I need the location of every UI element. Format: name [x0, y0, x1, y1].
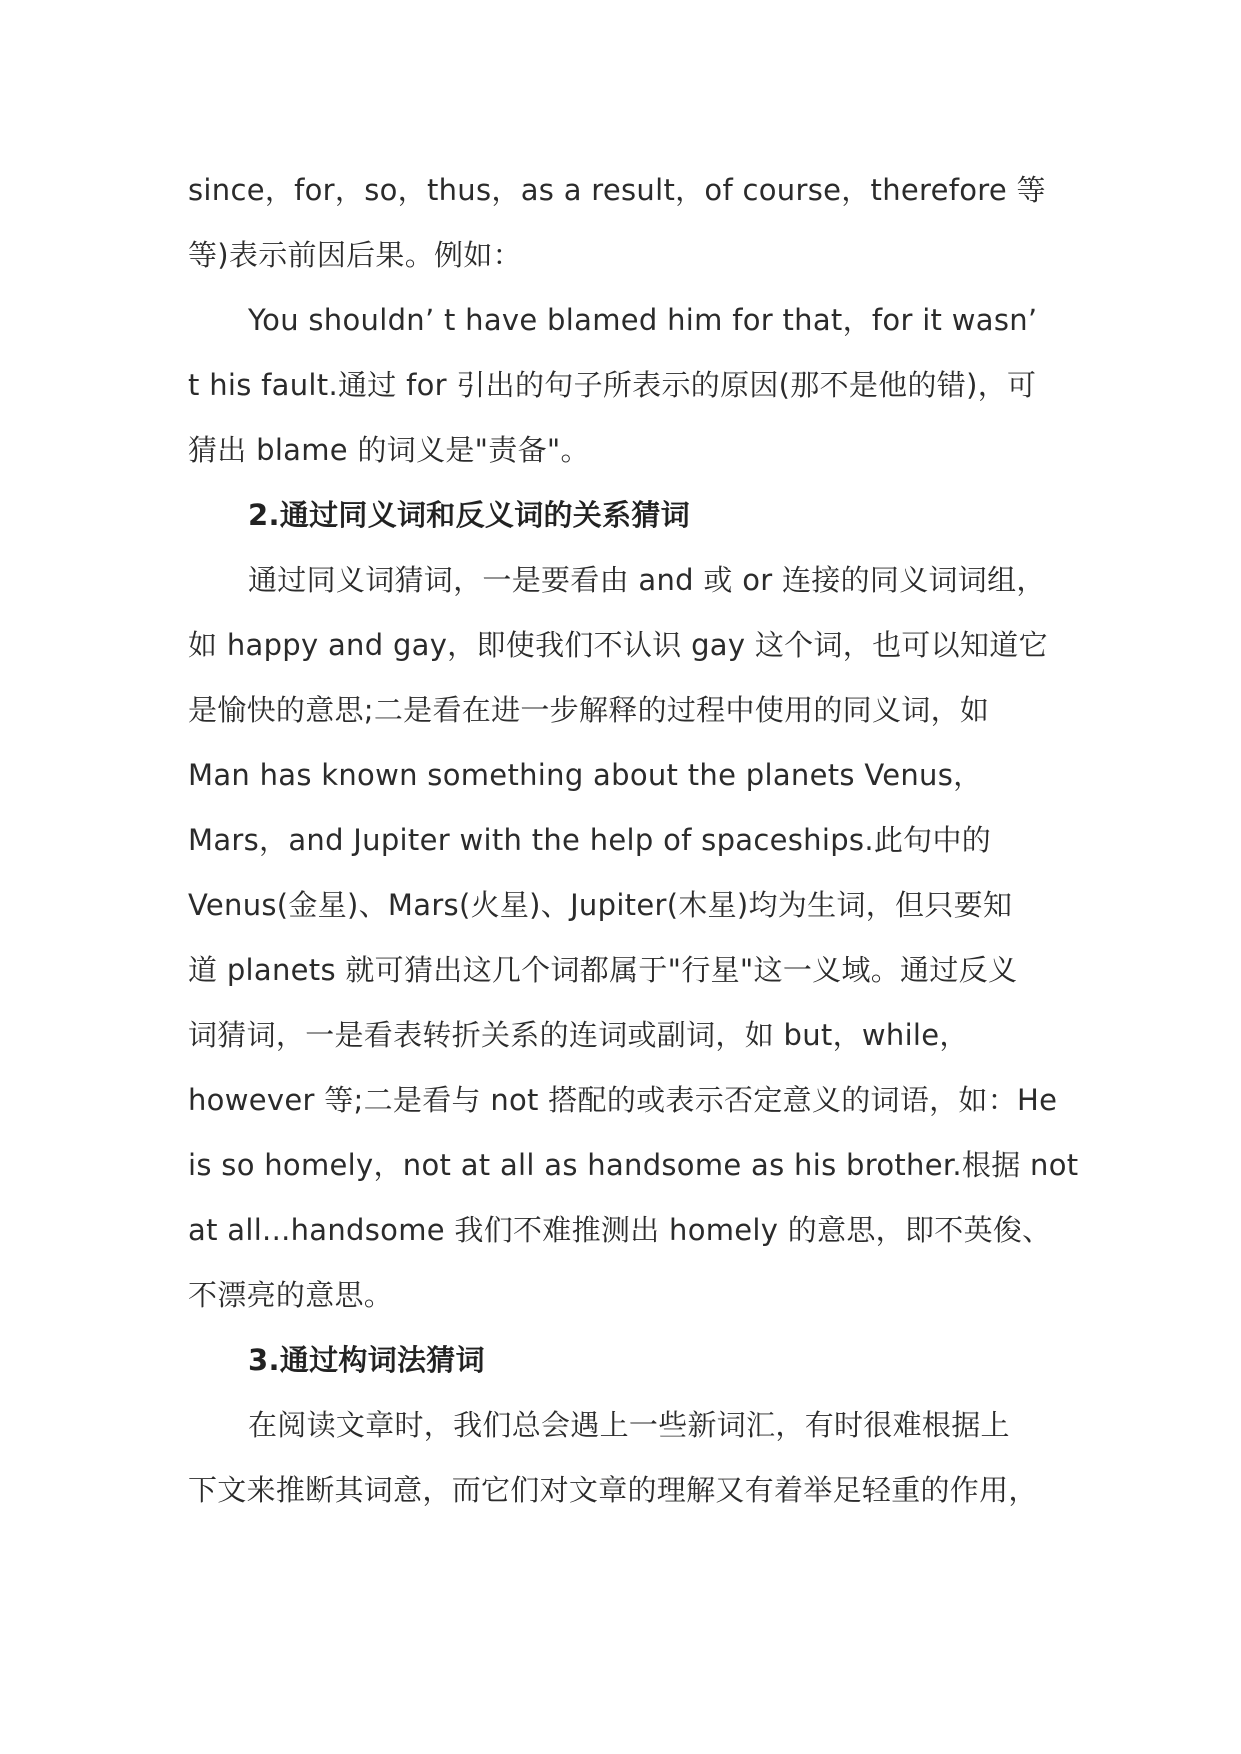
example-paragraph — [188, 288, 1088, 483]
section-2-heading: 2.通过同义词和反义词的关系猜词 — [248, 498, 690, 532]
text-line: 在阅读文章时，我们总会遇上一些新词汇，有时很难根据上 — [248, 1408, 1010, 1442]
text-line: is so homely，not at all as handsome as his brother.根据 not — [188, 1148, 1079, 1182]
text-line: 词猜词，一是看表转折关系的连词或副词，如 but，while， — [188, 1018, 969, 1052]
text-line: Venus(金星)、Mars(火星)、Jupiter(木星)均为生词，但只要知 — [188, 888, 1013, 922]
text-line: Man has known something about the planets Venus， — [188, 758, 983, 792]
text-line: 等)表示前因后果。例如： — [188, 238, 522, 272]
text-line: however 等;二是看与 not 搭配的或表示否定意义的词语，如：He — [188, 1083, 1058, 1117]
text-line: t his fault.通过 for 引出的句子所表示的原因(那不是他的错)，可 — [188, 368, 1037, 402]
text-line: You shouldn’ t have blamed him for that，for it wasn’ — [248, 303, 1038, 337]
section-3-paragraph — [188, 1393, 1088, 1523]
text-line: at all...handsome 我们不难推测出 homely 的意思，即不英俊、 — [188, 1213, 1052, 1247]
section-3-heading: 3.通过构词法猜词 — [248, 1343, 485, 1377]
text-line: 下文来推断其词意，而它们对文章的理解又有着举足轻重的作用， — [188, 1473, 1038, 1507]
text-line: Mars，and Jupiter with the help of spaceships.此句中的 — [188, 823, 992, 857]
document-page — [188, 158, 1088, 1523]
section-2-paragraph — [188, 548, 1088, 1328]
text-line: 通过同义词猜词，一是要看由 and 或 or 连接的同义词词组， — [248, 563, 1046, 597]
text-line: 道 planets 就可猜出这几个词都属于"行星"这一义域。通过反义 — [188, 953, 1018, 987]
text-line: 如 happy and gay，即使我们不认识 gay 这个词，也可以知道它 — [188, 628, 1048, 662]
text-line: since，for，so，thus，as a result，of course，therefore 等 — [188, 173, 1046, 207]
text-line: 猜出 blame 的词义是"责备"。 — [188, 433, 590, 467]
text-line: 是愉快的意思;二是看在进一步解释的过程中使用的同义词，如 — [188, 693, 990, 727]
intro-paragraph — [188, 158, 1088, 288]
text-line: 不漂亮的意思。 — [188, 1278, 394, 1312]
